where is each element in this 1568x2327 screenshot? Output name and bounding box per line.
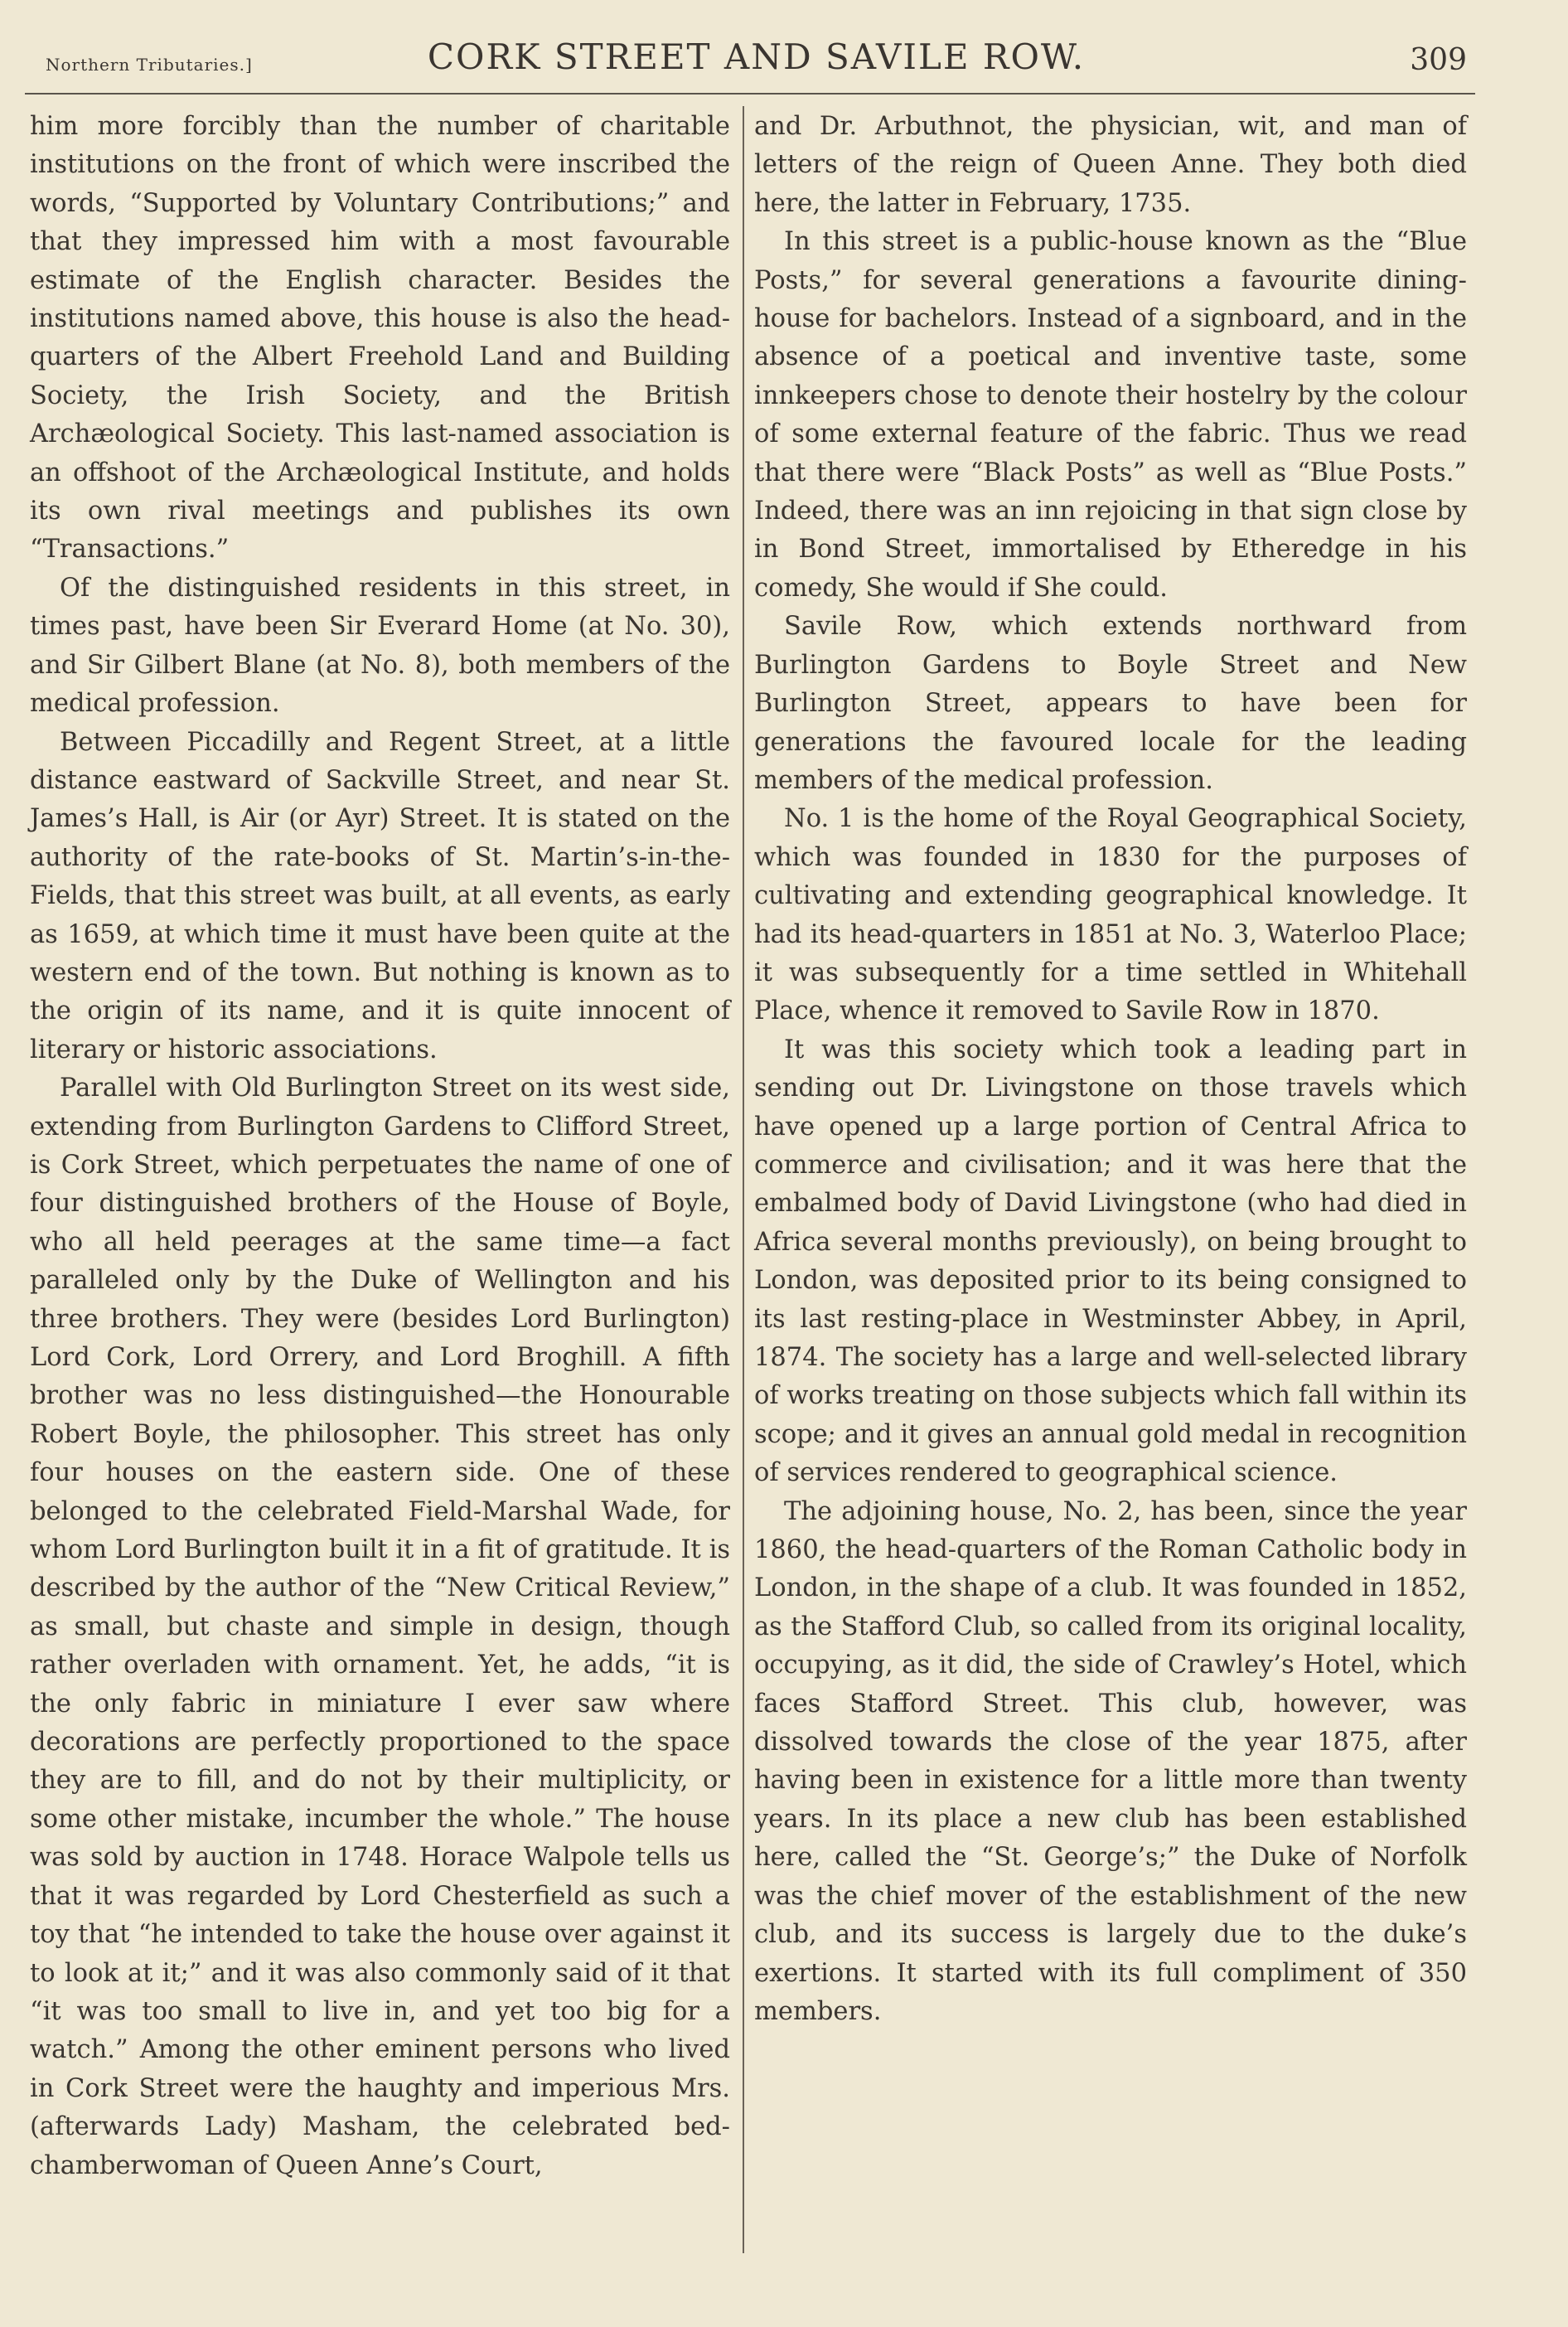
header-rule	[25, 93, 1475, 95]
paragraph: Between Piccadilly and Regent Street, at a little distance eastward of Sackville Street, and near St. James’s Hall, is Air (or Ayr) Street. It is stated on the authority of the rate-books of St. Martin’s-in-the-Fields, that this street was built, at all events, as early as 1659, at which time it must have been quite at the western end of the town. But nothing is known as to the origin of its name, and it is quite innocent of literary or historic associations.	[30, 727, 730, 1064]
paragraph: and Dr. Arbuthnot, the physician, wit, and man of letters of the reign of Queen Anne. They both died here, the latter in February, 1735.	[754, 112, 1467, 218]
right-column	[754, 108, 1467, 2031]
column-divider	[743, 106, 744, 2253]
left-column	[30, 108, 730, 2185]
page-title: CORK STREET AND SAVILE ROW.	[427, 36, 1086, 77]
section-label: Northern Tributaries.]	[46, 55, 253, 75]
paragraph: It was this society which took a leading part in sending out Dr. Livingstone on those travels which have opened up a large portion of Central Africa to commerce and civilisation; and it was here that the embalmed body of David Livingstone (who had died in Africa several months previously), on being brought to London, was deposited prior to its being consigned to its last resting-place in Westminster Abbey, in April, 1874. The society has a large and well-selected library of works treating on those subjects which fall within its scope; and it gives an annual gold medal in recognition of services rendered to geographical science.	[754, 1035, 1467, 1488]
running-head	[46, 33, 1467, 91]
paragraph: No. 1 is the home of the Royal Geographical Society, which was founded in 1830 for the purposes of cultivating and extending geographical knowledge. It had its head-quarters in 1851 at No. 3, Waterloo Place; it was subsequently for a time settled in Whitehall Place, whence it removed to Savile Row in 1870.	[754, 804, 1467, 1026]
page-number: 309	[1410, 43, 1467, 77]
paragraph: In this street is a public-house known as the “Blue Posts,” for several generations a favourite dining-house for bachelors. Instead of a signboard, and in the absence of a poetical and inventive taste, some innkeepers chose to denote their hostelry by the colour of some external feature of the fabric. Thus we read that there were “Black Posts” as well as “Blue Posts.” Indeed, there was an inn rejoicing in that sign close by in Bond Street, immortalised by Etheredge in his comedy, She would if She could.	[754, 227, 1467, 603]
paragraph: Parallel with Old Burlington Street on its west side, extending from Burlington Gardens to Clifford Street, is Cork Street, which perpetuates the name of one of four distinguished brothers of the House of Boyle, who all held peerages at the same time—a fact paralleled only by the Duke of Wellington and his three brothers. They were (besides Lord Burlington) Lord Cork, Lord Orrery, and Lord Broghill. A fifth brother was no less distinguished—the Honourable Robert Boyle, the philosopher. This street has only four houses on the eastern side. One of these belonged to the celebrated Field-Marshal Wade, for whom Lord Burlington built it in a fit of gratitude. It is described by the author of the “New Critical Review,” as small, but chaste and simple in design, though rather overladen with ornament. Yet, he adds, “it is the only fabric in miniature I ever saw where decorations are perfectly proportioned to the space they are to fill, and do not by their multiplicity, or some other mistake, incumber the whole.” The house was sold by auction in 1748. Horace Walpole tells us that it was regarded by Lord Chesterfield as such a toy that “he intended to take the house over against it to look at it;” and it was also commonly said of it that “it was too small to live in, and yet too big for a watch.” Among the other eminent persons who lived in Cork Street were the haughty and imperious Mrs. (afterwards Lady) Masham, the celebrated bed-chamberwoman of Queen Anne’s Court,	[30, 1074, 730, 2180]
paragraph: Savile Row, which extends northward from Burlington Gardens to Boyle Street and New Burlington Street, appears to have been for generations the favoured locale for the leading members of the medical profession.	[754, 612, 1467, 795]
paragraph: The adjoining house, No. 2, has been, since the year 1860, the head-quarters of the Roman Catholic body in London, in the shape of a club. It was founded in 1852, as the Stafford Club, so called from its original locality, occupying, as it did, the side of Crawley’s Hotel, which faces Stafford Street. This club, however, was dissolved towards the close of the year 1875, after having been in existence for a little more than twenty years. In its place a new club has been established here, called the “St. George’s;” the Duke of Norfolk was the chief mover of the establishment of the new club, and its success is largely due to the duke’s exertions. It started with its full compliment of 350 members.	[754, 1496, 1467, 2026]
paragraph: Of the distinguished residents in this street, in times past, have been Sir Everard Home (at No. 30), and Sir Gilbert Blane (at No. 8), both members of the medical profession.	[30, 573, 730, 719]
paragraph: him more forcibly than the number of charitable institutions on the front of which were inscribed the words, “Supported by Voluntary Contributions;” and that they impressed him with a most favourable estimate of the English character. Besides the institutions named above, this house is also the head-quarters of the Albert Freehold Land and Building Society, the Irish Society, and the British Archæological Society. This last-named association is an offshoot of the Archæological Institute, and holds its own rival meetings and publishes its own “Transactions.”	[30, 112, 730, 565]
